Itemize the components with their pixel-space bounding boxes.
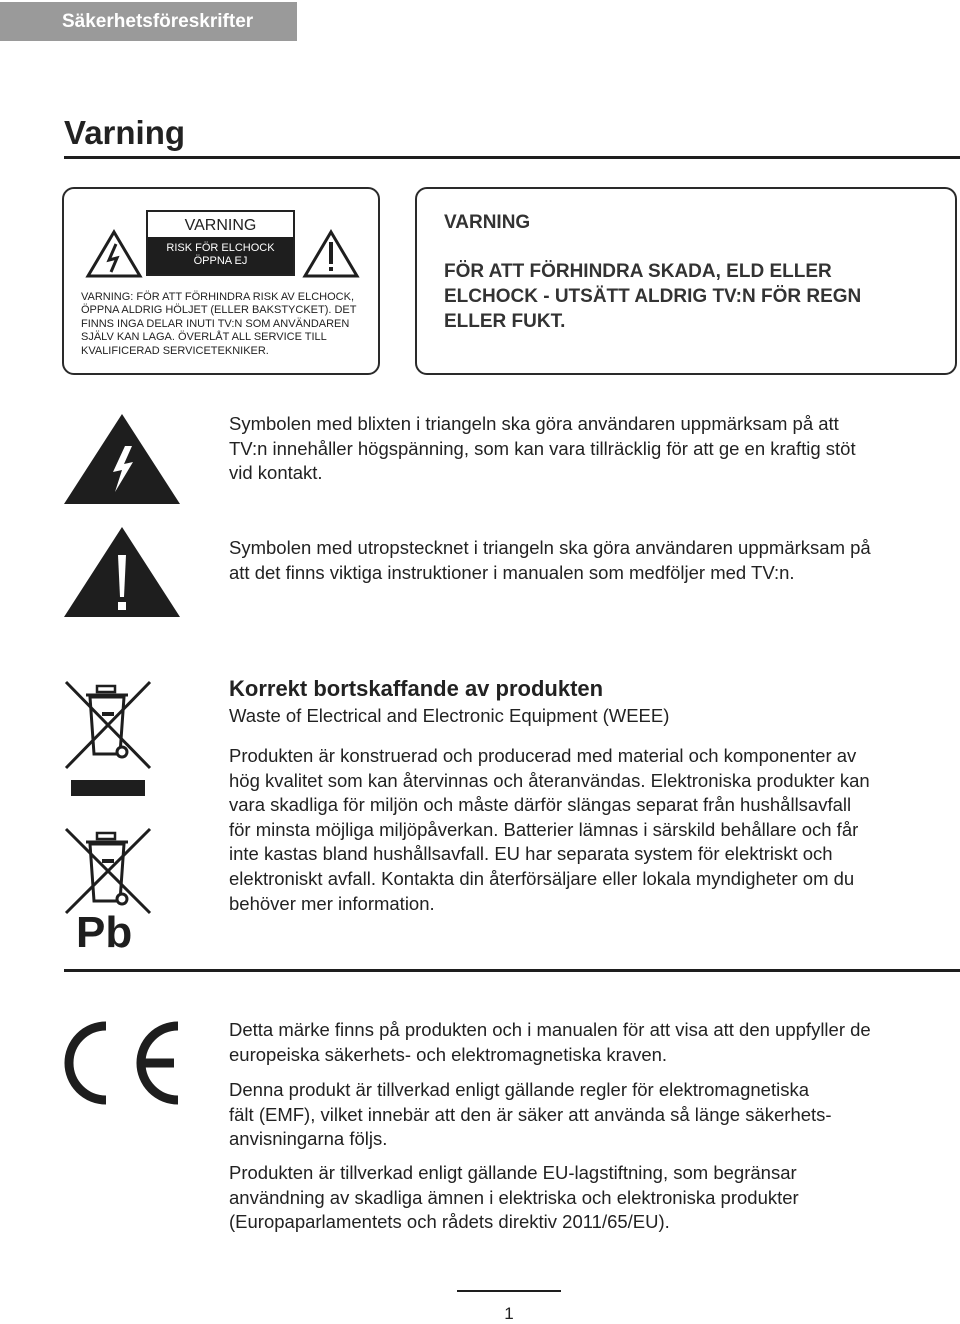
caution-text-line: SJÄLV KAN LAGA. ÖVERLÅT ALL SERVICE TILL bbox=[81, 331, 327, 344]
pb-label: Pb bbox=[76, 908, 133, 957]
caution-label-risk bbox=[148, 237, 293, 274]
section-divider bbox=[64, 969, 960, 972]
text-line: vara skadliga för miljön och måste därför slängas separat från hushållsavfall bbox=[229, 794, 852, 816]
section-tab: Säkerhetsföreskrifter bbox=[0, 2, 297, 41]
exclamation-triangle-small-icon bbox=[303, 230, 359, 278]
text-line: för minsta möjliga miljöpåverkan. Batterier lämnas i särskild behållare och får bbox=[229, 818, 859, 840]
exclamation-triangle-icon bbox=[62, 525, 182, 619]
title-divider bbox=[64, 156, 960, 159]
page-title: Varning bbox=[64, 114, 186, 151]
text-line: Produkten är konstruerad och producerad med material och komponenter av bbox=[229, 745, 857, 766]
text-line: hög kvalitet som kan återvinnas och återanvändas. Elektroniska produkter kan bbox=[229, 769, 870, 791]
text-line: vid kontakt. bbox=[229, 462, 323, 484]
text-line: att det finns viktiga instruktioner i manualen som medföljer med TV:n. bbox=[229, 561, 795, 583]
weee-body bbox=[229, 744, 949, 916]
lightning-symbol-text bbox=[229, 412, 949, 486]
caution-label-text bbox=[81, 291, 376, 358]
bin-underbar bbox=[71, 780, 145, 796]
text-line: Detta märke finns på produkten och i manualen för att visa att den uppfyller de bbox=[229, 1019, 871, 1040]
ce-mark-icon bbox=[62, 1022, 184, 1104]
text-line: Symbolen med utropstecknet i triangeln ska göra användaren uppmärksam på bbox=[229, 537, 871, 558]
text-line: europeiska säkerhets- och elektromagnetiska kraven. bbox=[229, 1043, 668, 1065]
text-line: elektroniskt avfall. Kontakta din återförsäljare eller lokala myndigheter om du bbox=[229, 867, 855, 889]
caution-text-line: VARNING: FÖR ATT FÖRHINDRA RISK AV ELCHOCK, bbox=[81, 291, 355, 303]
warning-line: ELLER FUKT. bbox=[444, 311, 566, 332]
warning-line: ELCHOCK - UTSÄTT ALDRIG TV:N FÖR REGN bbox=[444, 286, 862, 307]
caution-label-line2: ÖPPNA EJ bbox=[193, 255, 248, 267]
text-line: inte kastas bland hushållsavfall. EU har separata system för elektriskt och bbox=[229, 843, 833, 865]
lightning-triangle-icon bbox=[62, 412, 182, 506]
footer-rule bbox=[457, 1290, 561, 1292]
text-line: (Europaparlamentets och rådets direktiv 2011/65/EU). bbox=[229, 1211, 670, 1233]
text-line: TV:n innehåller högspänning, som kan vara tillräcklig för att ge en kraftig stöt bbox=[229, 437, 856, 459]
caution-label bbox=[146, 210, 295, 276]
text-line: anvisningarna följs. bbox=[229, 1128, 388, 1150]
text-line: användning av skadliga ämnen i elektriska och elektroniska produkter bbox=[229, 1186, 799, 1208]
caution-label-line1: RISK FÖR ELCHOCK bbox=[166, 242, 275, 254]
text-line: Symbolen med blixten i triangeln ska göra användaren uppmärksam på att bbox=[229, 413, 839, 434]
text-line: Produkten är tillverkad enligt gällande EU-lagstiftning, som begränsar bbox=[229, 1162, 797, 1183]
warning-box-text bbox=[444, 259, 944, 334]
weee-heading: Korrekt bortskaffande av produkten bbox=[229, 676, 604, 701]
exclamation-symbol-text bbox=[229, 536, 949, 585]
caution-text-line: KVALIFICERAD SERVICETEKNIKER. bbox=[81, 344, 269, 357]
page-number: 1 bbox=[504, 1304, 514, 1323]
caution-text-line: ÖPPNA ALDRIG HÖLJET (ELLER BAKSTYCKET). DET bbox=[81, 304, 357, 317]
ce-paragraph-1 bbox=[229, 1018, 954, 1067]
text-line: behöver mer information. bbox=[229, 892, 435, 914]
ce-paragraph-2 bbox=[229, 1078, 954, 1152]
crossed-bin-battery-icon bbox=[64, 827, 154, 917]
ce-paragraph-3 bbox=[229, 1161, 954, 1235]
caution-label-title: VARNING bbox=[184, 217, 257, 234]
lightning-triangle-icon bbox=[86, 230, 142, 278]
text-line: fält (EMF), vilket innebär att den är säker att använda så länge säkerhets- bbox=[229, 1103, 832, 1125]
warning-box-heading: VARNING bbox=[444, 212, 531, 233]
crossed-bin-icon bbox=[64, 680, 154, 772]
text-line: Denna produkt är tillverkad enligt gällande regler för elektromagnetiska bbox=[229, 1079, 809, 1100]
caution-text-line: FINNS INGA DELAR INUTI TV:N SOM ANVÄNDAREN bbox=[81, 317, 350, 330]
warning-line: FÖR ATT FÖRHINDRA SKADA, ELD ELLER bbox=[444, 261, 832, 282]
weee-subheading: Waste of Electrical and Electronic Equipment (WEEE) bbox=[229, 705, 670, 726]
